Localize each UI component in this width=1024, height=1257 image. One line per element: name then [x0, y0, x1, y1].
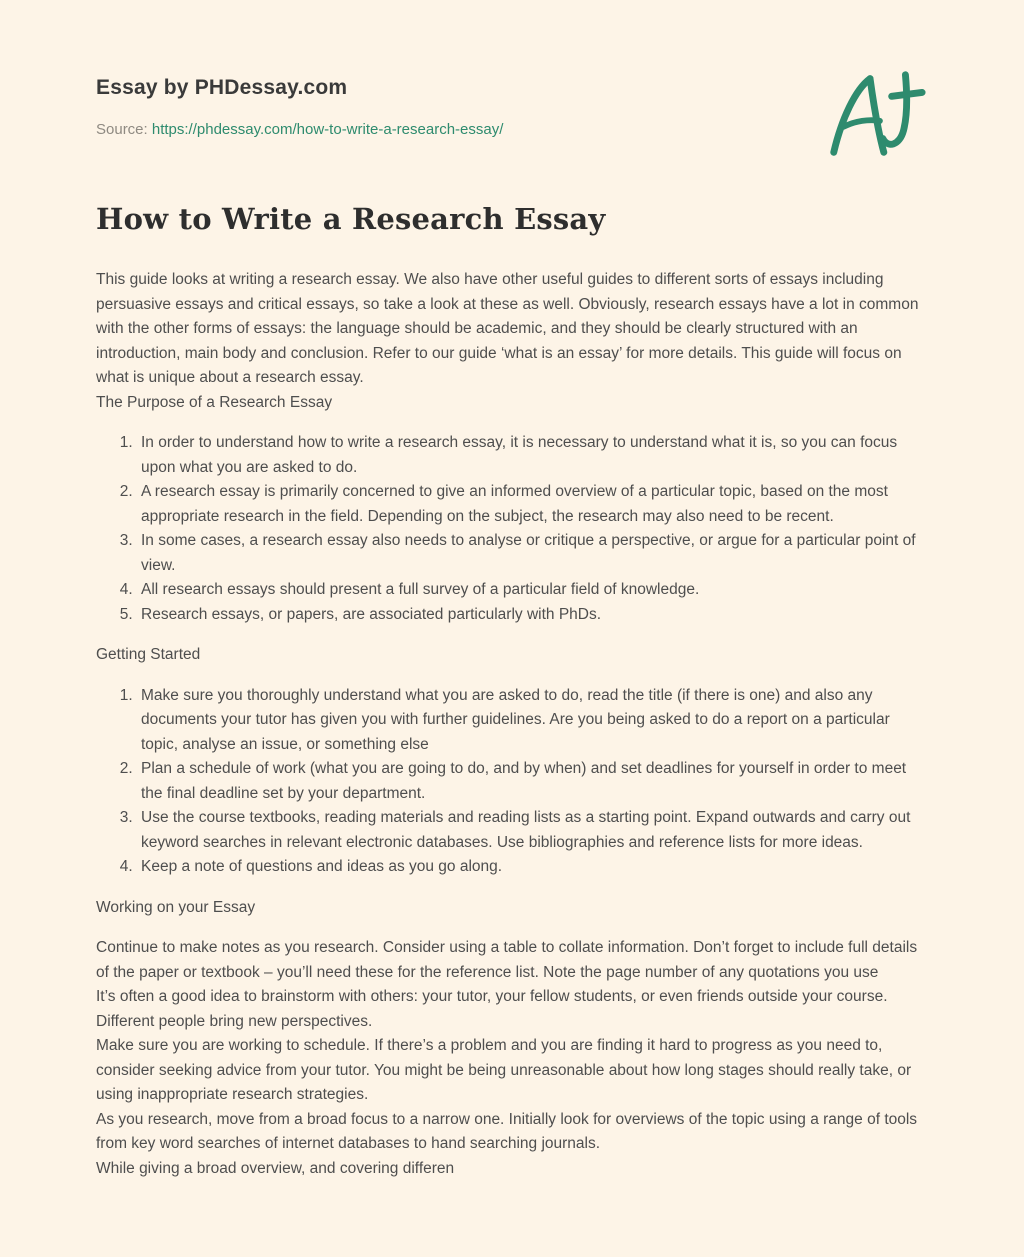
list-item: 1. In order to understand how to write a research essay, it is necessary to understand what it is, so you can focus upon what you are asked to do.: [137, 431, 928, 480]
list-item: 3. Use the course textbooks, reading materials and reading lists as a starting point. Expand outwards and carry out keyword searches in relevant electronic databases. Use bibliographies and reference lists for more ideas.: [137, 806, 928, 855]
working-paragraph-truncated: While giving a broad overview, and covering differen: [96, 1159, 455, 1177]
section-heading-purpose: The Purpose of a Research Essay: [96, 393, 333, 411]
essay-title: How to Write a Research Essay: [96, 202, 606, 236]
list-item: 4. Keep a note of questions and ideas as you go along.: [137, 855, 928, 880]
source-label: Source:: [96, 121, 148, 138]
working-paragraph: Continue to make notes as you research. Consider using a table to collate information. Don’t forget to include full details of the paper or textbook – you’ll need these for the reference list. Note the page number of any quotations you use: [96, 939, 918, 981]
working-paragraph: As you research, move from a broad focus to a narrow one. Initially look for overviews of the topic using a range of tools from key word searches of internet databases to hand searching journals.: [96, 1110, 918, 1152]
list-item: 4. All research essays should present a full survey of a particular field of knowledge.: [137, 578, 928, 603]
document-header-title: Essay by PHDessay.com: [96, 76, 348, 99]
source-url-link[interactable]: https://phdessay.com/how-to-write-a-research-essay/: [151, 121, 504, 138]
list-item: 5. Research essays, or papers, are associated particularly with PhDs.: [137, 603, 928, 628]
working-paragraph: Make sure you are working to schedule. If there’s a problem and you are finding it hard to progress as you need to, consider seeking advice from your tutor. You might be being unreasonable about how long stages should really take, or using inappropriate research strategies.: [96, 1037, 912, 1103]
list-item: 2. A research essay is primarily concerned to give an informed overview of a particular topic, based on the most appropriate research in the field. Depending on the subject, the research may also need to be recent.: [137, 480, 928, 529]
getting-started-list: [96, 684, 928, 880]
intro-paragraph: This guide looks at writing a research essay. We also have other useful guides to different sorts of essays including persuasive essays and critical essays, so take a look at these as well. Obviously, research essays have a lot in common with the other forms of essays: the language should be academic, and they should be clearly structured with an introduction, main body and conclusion. Refer to our guide ‘what is an essay’ for more details. This guide will focus on what is unique about a research essay.: [96, 271, 919, 386]
source-line: [96, 121, 928, 138]
list-item: 2. Plan a schedule of work (what you are going to do, and by when) and set deadlines for yourself in order to meet the final deadline set by your department.: [137, 757, 928, 806]
purpose-list: [96, 431, 928, 627]
list-item: 3. In some cases, a research essay also needs to analyse or critique a perspective, or argue for a particular point of view.: [137, 529, 928, 578]
list-item: 1. Make sure you thoroughly understand what you are asked to do, read the title (if there is one) and also any documents your tutor has given you with further guidelines. Are you being asked to do a report on a particular topic, analyse an issue, or something else: [137, 684, 928, 758]
section-heading-getting-started: Getting Started: [96, 646, 201, 663]
essay-body: [96, 268, 928, 1181]
working-paragraph: It’s often a good idea to brainstorm with others: your tutor, your fellow students, or even friends outside your course. Different people bring new perspectives.: [96, 988, 888, 1030]
document-header: [96, 76, 928, 138]
phdessay-a-plus-logo-icon: [820, 66, 928, 164]
section-heading-working: Working on your Essay: [96, 898, 256, 916]
